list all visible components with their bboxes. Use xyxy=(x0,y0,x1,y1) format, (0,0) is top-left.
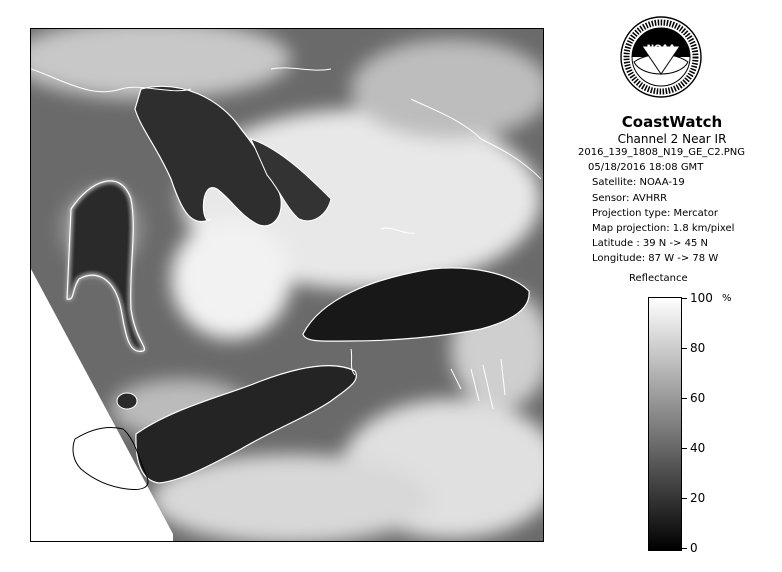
metadata-projection-type: Projection type: Mercator xyxy=(592,207,718,219)
metadata-longitude: Longitude: 87 W -> 78 W xyxy=(592,253,719,265)
page-title: CoastWatch xyxy=(621,113,723,131)
scale-tick-label: 40 xyxy=(690,441,706,455)
lake-st-clair xyxy=(117,393,137,409)
page-subtitle: Channel 2 Near IR xyxy=(617,132,727,146)
logo-center-text: NOAA xyxy=(646,44,676,54)
metadata-latitude: Latitude : 39 N -> 45 N xyxy=(592,238,708,250)
metadata-sensor: Sensor: AVHRR xyxy=(592,192,668,204)
noaa-logo xyxy=(620,16,702,98)
scale-tick xyxy=(681,398,687,399)
scale-tick-label: 0 xyxy=(690,541,698,555)
satellite-image xyxy=(31,29,543,541)
scale-unit: % xyxy=(722,293,732,304)
noaa-logo-icon xyxy=(620,16,702,98)
info-header xyxy=(566,114,778,146)
metadata-panel xyxy=(578,145,778,267)
scale-tick xyxy=(681,348,687,349)
scale-tick xyxy=(681,548,687,549)
scale-tick xyxy=(681,298,687,299)
satellite-map xyxy=(30,28,544,542)
scale-tick-label: 60 xyxy=(690,391,706,405)
metadata-map-projection: Map projection: 1.8 km/pixel xyxy=(592,223,735,235)
scale-tick-label: 80 xyxy=(690,341,706,355)
scale-tick-label: 100 xyxy=(690,291,713,305)
metadata-datetime: 05/18/2016 18:08 GMT xyxy=(588,162,704,174)
metadata-filename: 2016_139_1808_N19_GE_C2.PNG xyxy=(578,147,746,158)
reflectance-colorbar xyxy=(648,297,682,551)
metadata-satellite: Satellite: NOAA-19 xyxy=(592,177,685,189)
scale-tick-label: 20 xyxy=(690,491,706,505)
scale-tick xyxy=(681,448,687,449)
scale-tick xyxy=(681,498,687,499)
scale-label: Reflectance xyxy=(629,273,688,284)
